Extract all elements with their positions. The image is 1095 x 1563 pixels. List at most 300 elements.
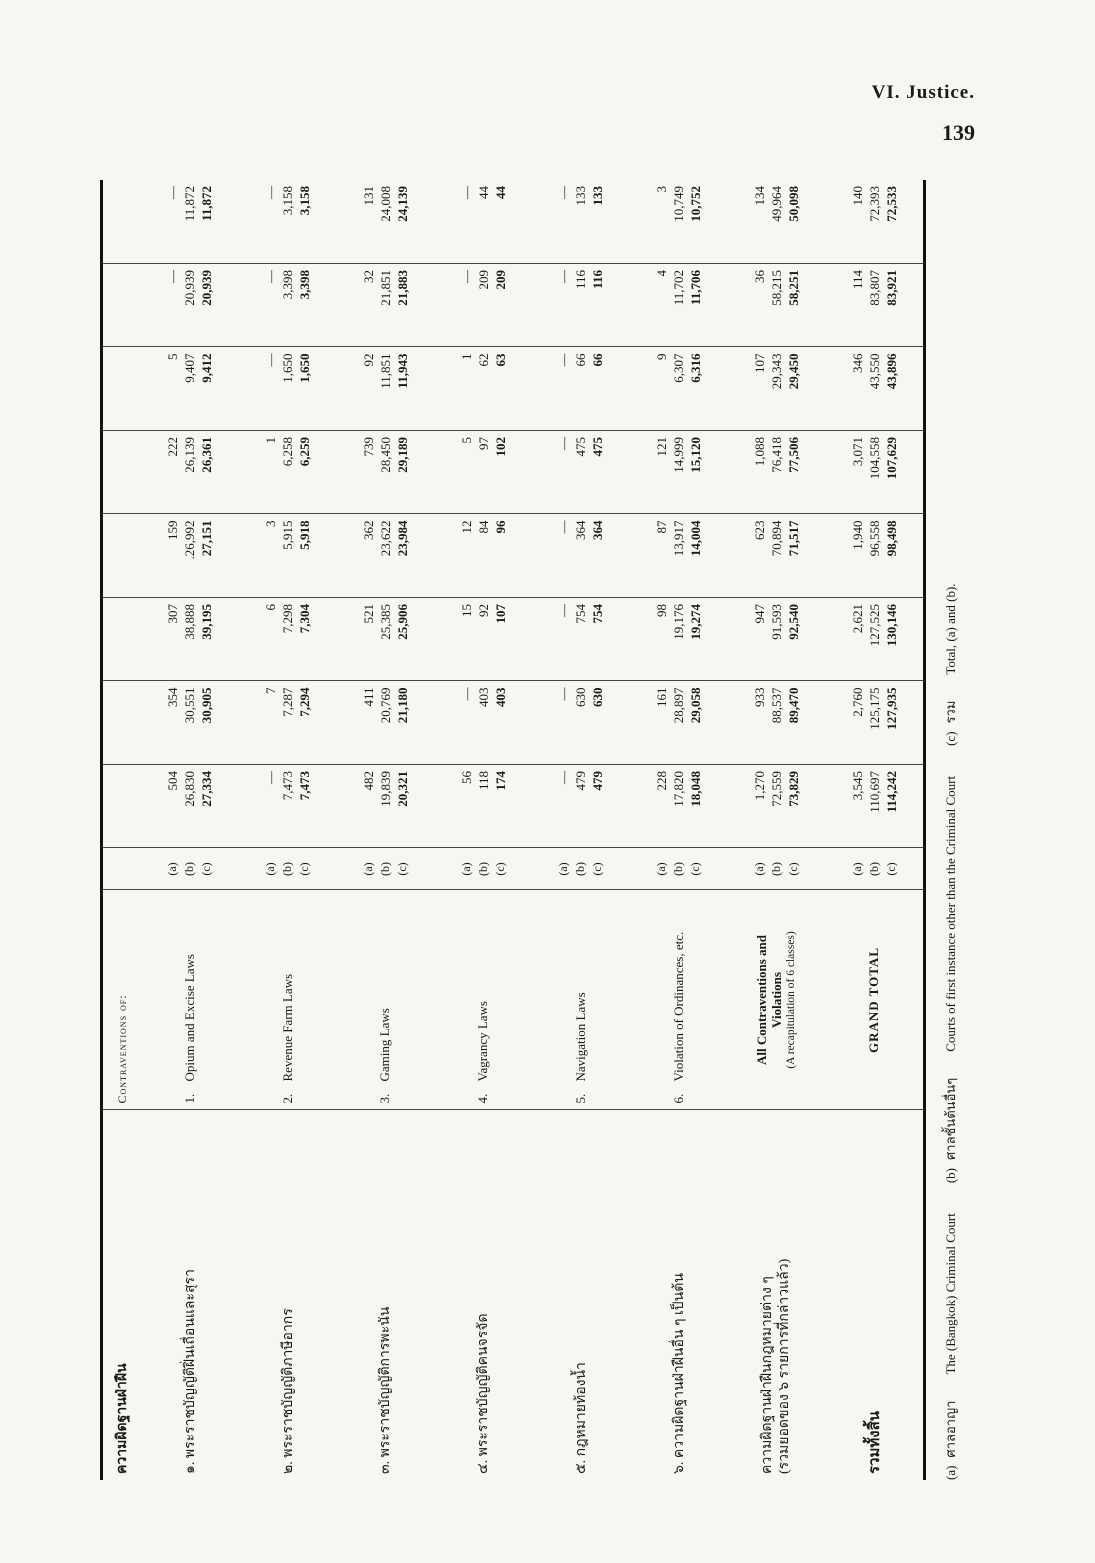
value-b: 38,888 [182, 604, 198, 640]
value-stack [751, 771, 802, 842]
value-b: 19,176 [671, 604, 687, 640]
value-c: 1,650 [297, 353, 313, 383]
value-a: — [263, 771, 279, 784]
header-label-spacer [103, 848, 141, 890]
value-a: 482 [360, 771, 376, 791]
row-number: 4. [475, 1093, 491, 1104]
table-row-all [728, 180, 826, 1480]
value-a: — [458, 186, 474, 199]
value-cell [532, 347, 630, 431]
value-c: 27,334 [199, 771, 215, 807]
value-a: 15 [458, 604, 474, 617]
value-c: 30,905 [199, 687, 215, 724]
value-a: — [263, 270, 279, 283]
value-c: 77,506 [785, 437, 801, 473]
value-cell [630, 514, 728, 598]
value-c: 116 [590, 270, 606, 289]
value-cell [337, 431, 435, 515]
value-cell [825, 514, 923, 598]
value-a: 121 [654, 437, 670, 457]
header-col [103, 431, 141, 515]
row-label-b: (b) [573, 862, 588, 876]
value-stack [164, 437, 215, 508]
value-b: 83,807 [866, 270, 882, 306]
row-labels [239, 848, 337, 890]
value-a: 134 [751, 186, 767, 206]
value-stack [262, 771, 313, 842]
row-label-a: (a) [263, 862, 278, 876]
header-english: Contraventions of: [103, 890, 141, 1110]
value-stack [653, 521, 704, 592]
value-a: 32 [360, 270, 376, 283]
value-c: 6,316 [688, 353, 704, 383]
value-a: 87 [654, 520, 670, 534]
value-a: — [556, 687, 572, 701]
value-b: 28,897 [671, 687, 687, 724]
value-cell [337, 514, 435, 598]
value-a: 1,088 [751, 437, 767, 467]
value-stack [849, 270, 900, 341]
value-a: — [556, 353, 572, 367]
value-cell [630, 180, 728, 264]
row-number: 3. [377, 1093, 393, 1104]
value-stack [751, 354, 802, 425]
value-c: 39,195 [199, 604, 215, 640]
thai-label-cell [141, 1110, 239, 1480]
value-a: 1,940 [849, 520, 865, 550]
row-number: 6. [670, 1093, 686, 1104]
value-cell [239, 431, 337, 515]
value-b: 110,697 [866, 771, 882, 813]
value-stack [262, 604, 313, 675]
value-c: 9,412 [199, 353, 215, 383]
value-a: 2,760 [849, 687, 865, 717]
legend-key-a: (a) [942, 1465, 958, 1480]
value-cell [728, 431, 826, 515]
value-a: — [556, 270, 572, 283]
value-c: 25,906 [394, 604, 410, 640]
value-a: — [458, 270, 474, 283]
value-cell [825, 347, 923, 431]
value-b: 364 [573, 520, 589, 540]
value-c: 364 [590, 520, 606, 540]
value-cell [825, 681, 923, 765]
value-cell [630, 264, 728, 348]
english-label: Navigation Laws [572, 992, 588, 1082]
value-c: 66 [590, 353, 606, 367]
value-cell [630, 681, 728, 765]
value-c: 3,398 [297, 270, 313, 300]
value-cell [141, 431, 239, 515]
value-stack [555, 688, 606, 759]
english-label: All Contraventions and [753, 934, 769, 1066]
value-cell [434, 514, 532, 598]
value-stack [458, 354, 509, 425]
value-a: — [165, 270, 181, 283]
value-cell [434, 431, 532, 515]
value-c: 21,180 [394, 687, 410, 724]
row-label-a: (a) [849, 862, 864, 876]
value-cell [728, 765, 826, 849]
english-label: Revenue Farm Laws [279, 973, 295, 1082]
value-stack [262, 270, 313, 341]
row-labels [434, 848, 532, 890]
value-b: 3,398 [280, 270, 296, 300]
value-stack [653, 186, 704, 257]
value-a: 36 [751, 270, 767, 283]
thai-label: ความผิดฐานฝ่าฝืนกฎหมายต่าง ๆ [760, 1276, 776, 1474]
justice-table-frame [100, 180, 926, 1480]
row-labels [532, 848, 630, 890]
value-b: 28,450 [377, 437, 393, 473]
value-b: 26,139 [182, 437, 198, 473]
value-b: 29,343 [768, 353, 784, 390]
value-c: 403 [492, 687, 508, 707]
value-b: 96,558 [866, 520, 882, 557]
value-a: 2,621 [849, 604, 865, 634]
value-c: 19,274 [688, 604, 704, 640]
value-stack [360, 604, 411, 675]
value-cell [825, 264, 923, 348]
row-label-b: (b) [768, 862, 783, 876]
value-b: 72,393 [866, 186, 882, 222]
value-a: 411 [360, 687, 376, 707]
value-b: 475 [573, 437, 589, 457]
value-stack [458, 437, 509, 508]
value-b: 97 [475, 437, 491, 450]
value-cell [532, 431, 630, 515]
header-thai: ความผิดฐานฝ่าฝืน [115, 1363, 130, 1474]
value-c: 6,259 [297, 437, 313, 467]
value-b: 91,593 [768, 604, 784, 640]
legend-key-c: (c) [942, 731, 958, 746]
value-stack [262, 688, 313, 759]
value-a: — [556, 520, 572, 534]
value-cell [434, 765, 532, 849]
value-a: — [556, 186, 572, 199]
value-cell [239, 681, 337, 765]
value-a: — [263, 186, 279, 199]
value-cell [728, 264, 826, 348]
value-a: 1 [458, 353, 474, 360]
value-stack [262, 521, 313, 592]
value-a: 222 [165, 437, 181, 457]
value-stack [555, 771, 606, 842]
value-a: 623 [751, 520, 767, 540]
header-col [103, 514, 141, 598]
thai-label: ๔. พระราชบัญญัติคนจรจัด [476, 1313, 492, 1474]
thai-label: (รวมยอดของ ๖ รายการที่กล่าวแล้ว) [777, 1258, 793, 1474]
value-a: 3 [263, 520, 279, 527]
value-stack [458, 688, 509, 759]
value-a: 346 [849, 353, 865, 373]
value-b: 7,298 [280, 604, 296, 634]
value-stack [360, 688, 411, 759]
value-a: 504 [165, 771, 181, 791]
row-label-c: (c) [394, 862, 409, 876]
english-label-cell [141, 890, 239, 1110]
thai-label: ๑. พระราชบัญญัติฝิ่นเถื่อนและสุรา [182, 1269, 198, 1474]
value-a: 354 [165, 687, 181, 707]
value-stack [458, 521, 509, 592]
value-a: 933 [751, 687, 767, 707]
value-c: 27,151 [199, 520, 215, 557]
value-stack [653, 771, 704, 842]
value-b: 19,839 [377, 771, 393, 807]
value-c: 24,139 [394, 186, 410, 222]
value-cell [141, 514, 239, 598]
thai-label: ๓. พระราชบัญญัติการพะนัน [378, 1306, 394, 1474]
value-a: 56 [458, 771, 474, 784]
row-label-a: (a) [165, 862, 180, 876]
value-stack [458, 270, 509, 341]
table-row [630, 180, 728, 1480]
thai-label-cell [630, 1110, 728, 1480]
value-b: 10,749 [671, 186, 687, 222]
row-label-c: (c) [492, 862, 507, 876]
thai-label: ๕. กฎหมายท้องน้ำ [573, 1362, 589, 1474]
value-a: — [556, 771, 572, 784]
value-stack [849, 354, 900, 425]
value-cell [141, 264, 239, 348]
value-cell [434, 681, 532, 765]
value-a: — [165, 186, 181, 199]
value-cell [239, 598, 337, 682]
value-stack [360, 771, 411, 842]
row-labels [141, 848, 239, 890]
contraventions-table [103, 180, 923, 1480]
value-b: 26,830 [182, 771, 198, 807]
value-a: 947 [751, 604, 767, 624]
thai-label-stack [759, 1117, 793, 1475]
value-b: 1,650 [280, 353, 296, 383]
value-c: 71,517 [785, 520, 801, 557]
value-c: 44 [492, 186, 508, 199]
value-c: 50,098 [785, 186, 801, 222]
value-cell [141, 180, 239, 264]
row-label-stack [360, 855, 411, 884]
english-label-cell [825, 890, 923, 1110]
value-b: 6,258 [280, 437, 296, 467]
value-c: 29,189 [394, 437, 410, 473]
row-label-a: (a) [360, 862, 375, 876]
value-cell [337, 180, 435, 264]
value-stack [164, 186, 215, 257]
value-c: 72,533 [883, 186, 899, 222]
value-c: 10,752 [688, 186, 704, 222]
row-label-b: (b) [671, 862, 686, 876]
value-c: 630 [590, 687, 606, 707]
value-a: 159 [165, 520, 181, 540]
table-row [141, 180, 239, 1480]
value-c: 754 [590, 604, 606, 624]
value-stack [164, 521, 215, 592]
value-b: 21,851 [377, 270, 393, 306]
value-b: .26,992 [182, 520, 198, 560]
value-c: 96 [492, 520, 508, 534]
value-cell [141, 681, 239, 765]
row-label-stack [849, 855, 900, 884]
row-label-stack [751, 855, 802, 884]
value-a: 161 [654, 687, 670, 707]
value-a: 7 [263, 687, 279, 694]
english-label: Opium and Excise Laws [181, 954, 197, 1082]
value-b: 127,525 [866, 604, 882, 647]
value-a: 307 [165, 604, 181, 624]
header-col [103, 264, 141, 348]
footer-legend [940, 180, 961, 1480]
value-a: — [556, 437, 572, 450]
value-a: 362 [360, 520, 376, 540]
thai-label-cell [728, 1110, 826, 1480]
value-cell [337, 681, 435, 765]
value-c: 92,540 [785, 604, 801, 640]
value-b: 76,418 [768, 437, 784, 473]
value-b: 403 [475, 687, 491, 707]
value-c: 174 [492, 771, 508, 791]
row-label-a: (a) [654, 862, 669, 876]
table-header-row [103, 180, 141, 1480]
thai-label-cell [337, 1110, 435, 1480]
thai-label-cell [239, 1110, 337, 1480]
value-b: 70,894 [768, 520, 784, 557]
value-stack [555, 521, 606, 592]
value-stack [751, 186, 802, 257]
value-c: 7,304 [297, 604, 313, 634]
value-stack [751, 437, 802, 508]
value-b: 62 [475, 353, 491, 367]
row-labels [825, 848, 923, 890]
row-label-b: (b) [866, 862, 881, 876]
value-c: 29,450 [785, 353, 801, 390]
value-stack [555, 270, 606, 341]
value-c: 133 [590, 186, 606, 206]
value-a: 98 [654, 604, 670, 617]
value-cell [630, 347, 728, 431]
value-c: 73,829 [785, 771, 801, 807]
english-label-cell [434, 890, 532, 1110]
row-label-stack [164, 855, 215, 884]
value-b: 5,915 [280, 520, 296, 550]
value-c: 63 [492, 353, 508, 367]
value-c: 14,004 [688, 520, 704, 557]
value-stack [751, 688, 802, 759]
value-a: 140 [849, 186, 865, 206]
value-c: 11,706 [688, 270, 704, 306]
table-row [239, 180, 337, 1480]
value-c: 20,939 [199, 270, 215, 306]
value-cell [239, 514, 337, 598]
value-c: 89,470 [785, 687, 801, 724]
value-c: 107,629 [883, 437, 899, 480]
value-c: 479 [590, 771, 606, 791]
value-b: 92 [475, 604, 491, 617]
value-stack [751, 521, 802, 592]
english-label: GRAND TOTAL [866, 947, 882, 1053]
value-stack [849, 688, 900, 759]
row-labels [728, 848, 826, 890]
value-stack [262, 186, 313, 257]
english-label-cell [728, 890, 826, 1110]
value-a: 3,545 [849, 771, 865, 801]
value-stack [164, 270, 215, 341]
value-stack [849, 604, 900, 675]
row-label-a: (a) [556, 862, 571, 876]
value-b: 9,407 [182, 353, 198, 383]
value-cell [630, 431, 728, 515]
table-row [337, 180, 435, 1480]
value-stack [653, 270, 704, 341]
english-label: (A recapitulation of 6 classes) [784, 931, 797, 1069]
english-label-cell [532, 890, 630, 1110]
row-label-c: (c) [883, 862, 898, 876]
value-stack [164, 688, 215, 759]
value-a: — [263, 353, 279, 367]
value-b: 49,964 [768, 186, 784, 222]
page-number: 139 [942, 120, 975, 145]
value-stack [849, 437, 900, 508]
row-label-c: (c) [688, 862, 703, 876]
legend-thai-a: ศาลอาญา [943, 1400, 958, 1458]
value-a: 12 [458, 520, 474, 534]
value-stack [360, 186, 411, 257]
value-c: 127,935 [883, 687, 899, 730]
value-b: 17,820 [671, 771, 687, 807]
value-c: 114,242 [883, 771, 899, 813]
value-cell [434, 347, 532, 431]
value-b: 6,307 [671, 353, 687, 383]
row-label-b: (b) [182, 862, 197, 876]
value-a: 228 [654, 771, 670, 791]
value-b: 14,999 [671, 437, 687, 473]
value-cell [239, 347, 337, 431]
row-label-stack [555, 855, 606, 884]
value-c: 18,048 [688, 771, 704, 807]
value-cell [532, 180, 630, 264]
value-stack [458, 771, 509, 842]
row-label-b: (b) [475, 862, 490, 876]
value-a: 5 [165, 353, 181, 360]
row-number: 1. [181, 1093, 197, 1104]
value-stack [653, 604, 704, 675]
value-b: 72,559 [768, 771, 784, 807]
value-c: 15,120 [688, 437, 704, 473]
value-b: 133 [573, 186, 589, 206]
value-cell [141, 765, 239, 849]
row-labels [630, 848, 728, 890]
value-a: 114 [849, 270, 865, 290]
value-b: 104,558 [866, 437, 882, 480]
value-b: 20,769 [377, 687, 393, 724]
value-stack [458, 186, 509, 257]
value-b: 11,851 [377, 353, 393, 389]
value-a: 5 [458, 437, 474, 444]
value-stack [262, 437, 313, 508]
value-a: 3 [654, 186, 670, 193]
value-c: 11,872 [199, 186, 215, 222]
thai-label: รวมทั้งสิ้น [867, 1411, 884, 1474]
thai-label: ๖. ความผิดฐานฝ่าฝืนอื่น ๆ เป็นต้น [671, 1273, 687, 1474]
value-c: 130,146 [883, 604, 899, 647]
value-b: 209 [475, 270, 491, 290]
value-cell [728, 598, 826, 682]
english-label: Gaming Laws [377, 1008, 393, 1082]
value-c: 102 [492, 437, 508, 457]
table-row-grand-total [825, 180, 923, 1480]
value-b: 25,385 [377, 604, 393, 640]
value-a: 131 [360, 186, 376, 206]
value-b: 754 [573, 604, 589, 624]
